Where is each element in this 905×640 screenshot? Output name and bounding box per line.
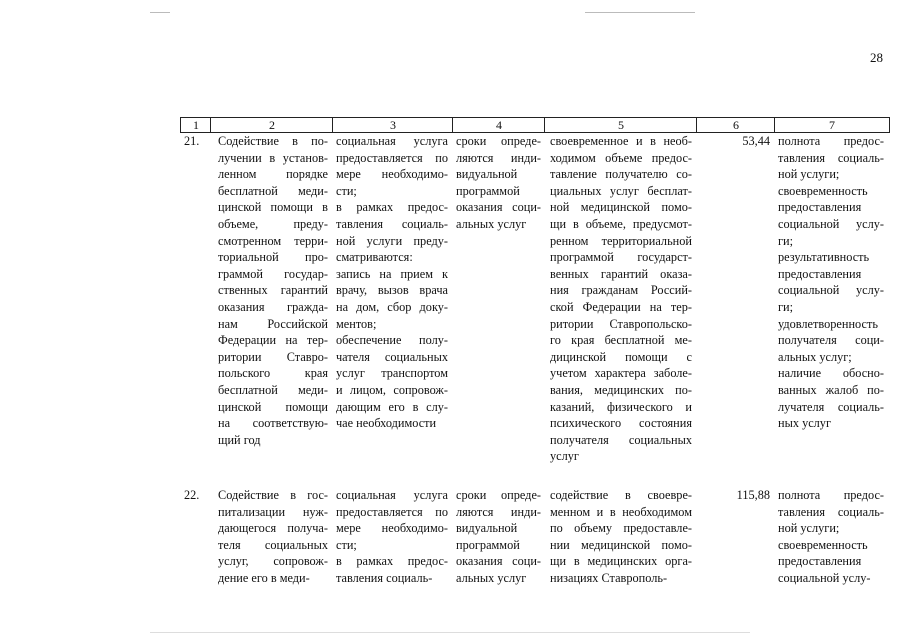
text-line: предоставляется по (336, 504, 448, 519)
text-line: щи в объеме, предусмот- (550, 216, 692, 231)
text-line: обеспечение полу- (336, 333, 448, 348)
text-line: социальная услуга (336, 488, 448, 502)
text-line: ренном территориальной (550, 233, 692, 248)
text-line: врачу, вызов врача (336, 283, 448, 298)
header-cell: 3 (332, 117, 453, 133)
text-line: удовлетворенность (778, 316, 878, 331)
text-line: ториальной про- (218, 250, 328, 265)
text-line: тавления социаль- (778, 504, 884, 519)
text-line: ных услуг (778, 416, 832, 431)
text-line: видуальной (456, 521, 518, 536)
text-line: сроки опреде- (456, 134, 541, 148)
service-name-cell (218, 133, 328, 448)
tariff-cell: 115,88 (736, 488, 770, 502)
text-line: объеме, преду- (218, 216, 328, 231)
text-line: ной услуги; (778, 521, 840, 536)
quality-cell (778, 487, 884, 587)
text-line: услуг, сопровож- (218, 554, 328, 569)
text-line: предоставляется по (336, 150, 448, 165)
text-line: лучении в установ- (218, 150, 328, 165)
text-line: низациях Ставрополь- (550, 570, 668, 585)
text-line: содействие в своевре- (550, 488, 692, 502)
scan-artifact (150, 632, 750, 633)
text-line: тавления социаль- (336, 570, 433, 585)
text-line: тавления социаль- (778, 150, 884, 165)
text-line: бесплатной меди- (218, 382, 328, 397)
service-description-cell (336, 487, 448, 587)
row-number: 21. (184, 134, 200, 148)
text-line: социальной услу- (778, 216, 884, 231)
text-line: чателя социальных (336, 349, 448, 364)
text-line: го края бесплатной ме- (550, 333, 692, 348)
text-line: запись на прием к (336, 266, 448, 281)
row-number: 22. (184, 488, 200, 502)
text-line: ной услуги; (778, 167, 840, 182)
text-line: питализации нуж- (218, 504, 328, 519)
text-line: услуг транспортом (336, 366, 448, 381)
text-line: социальной услу- (778, 283, 884, 298)
text-line: смотренном терри- (218, 233, 328, 248)
quality-cell (778, 133, 884, 432)
text-line: нии медицинской помо- (550, 537, 692, 552)
text-line: ленном порядке (218, 167, 328, 182)
text-line: предоставления (778, 200, 862, 215)
text-line: услуг (550, 449, 579, 464)
text-line: граммой государ- (218, 266, 328, 281)
text-line: теля социальных (218, 537, 328, 552)
text-line: щи в медицинских орга- (550, 554, 692, 569)
text-line: ментов; (336, 316, 377, 331)
header-cell: 5 (544, 117, 697, 133)
text-line: психического состояния (550, 416, 692, 431)
text-line: предоставления (778, 554, 862, 569)
text-line: ственных гарантий (218, 283, 328, 298)
text-line: вания, медицинских по- (550, 382, 692, 397)
text-line: ги; (778, 299, 794, 314)
scan-artifact (150, 12, 170, 13)
service-description-cell (336, 133, 448, 432)
header-cell: 2 (210, 117, 333, 133)
text-line: ванных жалоб по- (778, 382, 884, 397)
text-line: ритории Ставропольско- (550, 316, 692, 331)
text-line: сматриваются: (336, 250, 413, 265)
text-line: ния гражданам Россий- (550, 283, 692, 298)
text-line: программой (456, 183, 520, 198)
text-line: наличие обосно- (778, 366, 884, 381)
text-line: ходимом объеме предос- (550, 150, 692, 165)
text-line: ги; (778, 233, 794, 248)
text-line: альных услуг; (778, 349, 852, 364)
text-line: Содействие в по- (218, 134, 328, 148)
text-line: программой государст- (550, 250, 692, 265)
text-line: ляются инди- (456, 504, 541, 519)
text-line: социальная услуга (336, 134, 448, 148)
text-line: программой (456, 537, 520, 552)
text-line: цинской помощи (218, 399, 328, 414)
text-line: казаний, физического и (550, 399, 692, 414)
text-line: тавление получателю со- (550, 167, 692, 182)
text-line: учетом характера заболе- (550, 366, 692, 381)
text-line: оказания гражда- (218, 299, 328, 314)
text-line: мере необходимо- (336, 167, 448, 182)
text-line: получателя соци- (778, 333, 884, 348)
text-line: бесплатной меди- (218, 183, 328, 198)
text-line: мере необходимо- (336, 521, 448, 536)
text-line: циальных услуг бесплат- (550, 183, 692, 198)
text-line: предоставления (778, 266, 862, 281)
header-cell: 7 (774, 117, 890, 133)
text-line: получателя социальных (550, 432, 692, 447)
text-line: оказания соци- (456, 554, 541, 569)
header-cell: 1 (180, 117, 211, 133)
text-line: на дом, сбор доку- (336, 299, 448, 314)
text-line: результативность (778, 250, 870, 265)
text-line: и лицом, сопровож- (336, 382, 448, 397)
text-line: цинской помощи в (218, 200, 328, 215)
text-line: дицинской помощи с (550, 349, 692, 364)
text-line: своевременность (778, 537, 868, 552)
volume-cell (550, 487, 692, 587)
text-line: сроки опреде- (456, 488, 541, 502)
text-line: полнота предос- (778, 134, 884, 148)
text-line: ской Федерации на тер- (550, 299, 692, 314)
text-line: видуальной (456, 167, 518, 182)
text-line: Федерации на тер- (218, 333, 328, 348)
text-line: социальной услу- (778, 570, 871, 585)
service-name-cell (218, 487, 328, 587)
text-line: венных гарантий оказа- (550, 266, 692, 281)
text-line: ляются инди- (456, 150, 541, 165)
text-line: на соответствую- (218, 416, 328, 431)
text-line: сти; (336, 537, 357, 552)
text-line: ной услуги преду- (336, 233, 448, 248)
scan-artifact (585, 12, 695, 13)
text-line: альных услуг (456, 216, 527, 231)
text-line: нам Российской (218, 316, 328, 331)
text-line: дающим его в слу- (336, 399, 448, 414)
text-line: оказания соци- (456, 200, 541, 215)
terms-cell (456, 487, 541, 587)
text-line: Содействие в гос- (218, 488, 328, 502)
text-line: щий год (218, 432, 261, 447)
header-cell: 4 (452, 117, 545, 133)
text-line: в рамках предос- (336, 554, 448, 569)
page-number: 28 (870, 50, 883, 65)
text-line: тавления социаль- (336, 216, 448, 231)
text-line: менном и в необходимом (550, 504, 692, 519)
text-line: по объему предоставле- (550, 521, 692, 536)
text-line: чае необходимости (336, 416, 437, 431)
text-line: альных услуг (456, 570, 527, 585)
volume-cell (550, 133, 692, 465)
text-line: сти; (336, 183, 357, 198)
text-line: дающегося получа- (218, 521, 328, 536)
text-line: полнота предос- (778, 488, 884, 502)
header-cell: 6 (696, 117, 775, 133)
text-line: дение его в меди- (218, 570, 310, 585)
text-line: польского края (218, 366, 328, 381)
text-line: своевременное и в необ- (550, 134, 692, 148)
text-line: ритории Ставро- (218, 349, 328, 364)
text-line: своевременность (778, 183, 868, 198)
text-line: лучателя социаль- (778, 399, 884, 414)
tariff-cell: 53,44 (742, 134, 770, 148)
terms-cell (456, 133, 541, 233)
text-line: в рамках предос- (336, 200, 448, 215)
text-line: ной медицинской помо- (550, 200, 692, 215)
